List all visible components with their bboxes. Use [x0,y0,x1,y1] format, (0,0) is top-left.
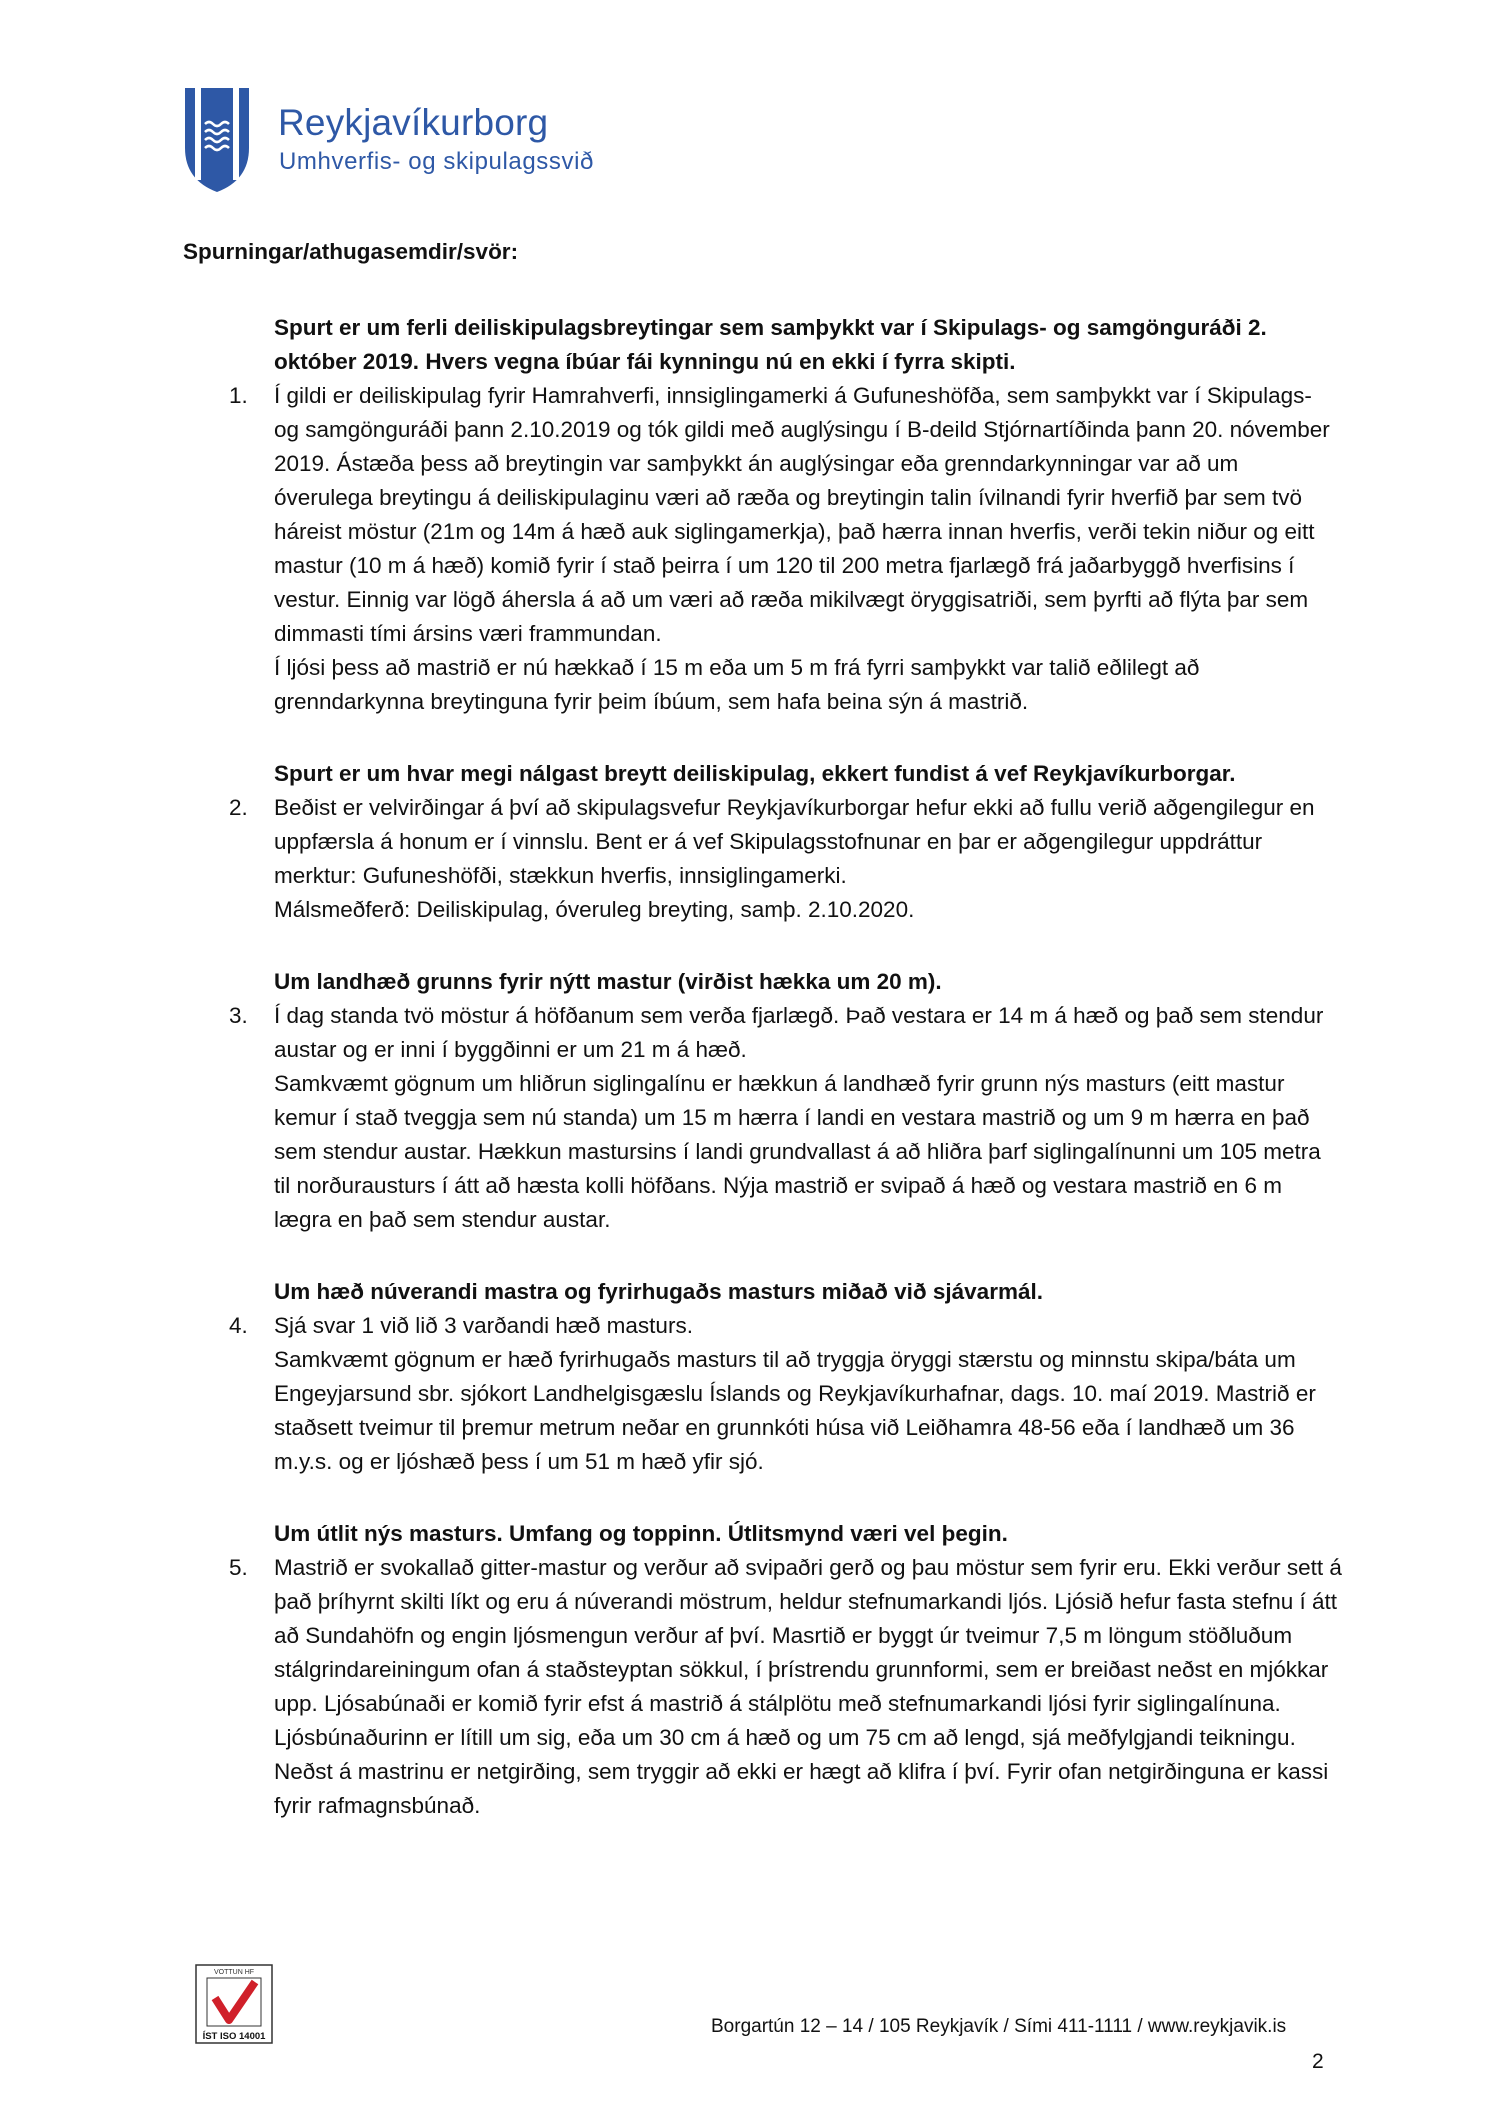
item-number: 5. [229,1555,248,1580]
item-question: Um útlit nýs masturs. Umfang og toppinn. Útlitsmynd væri vel þegin. [274,1521,1008,1546]
item-answer: Beðist er velvirðingar á því að skipulagsvefur Reykjavíkurborgar hefur ekki að fullu verið aðgengilegur en uppfærsla á honum er í vinnslu. Bent er á vef Skipulagsstofnunar en þar er aðgengilegur uppdráttur merktur: Gufuneshöfði, stækkun hverfis, innsiglingamerki. Málsmeðferð: Deiliskipulag, óveruleg breyting, samþ. 2.10.2020. [274,795,1315,922]
item-number: 4. [229,1313,248,1338]
item-question: Um landhæð grunns fyrir nýtt mastur (virðist hækka um 20 m). [274,969,942,994]
item-question: Spurt er um hvar megi nálgast breytt deiliskipulag, ekkert fundist á vef Reykjavíkurborgar. [274,761,1236,786]
item-answer: Í gildi er deiliskipulag fyrir Hamrahverfi, innsiglingamerki á Gufuneshöfða, sem samþykkt var í Skipulags- og samgönguráði þann 2.10.2019 og tók gildi með auglýsingu í B-deild Stjórnartíðinda þann 20. nóvember 2019. Ástæða þess að breytingin var samþykkt án auglýsingar eða grenndarkynningar var að um óverulega breytingu á deiliskipulaginu væri að ræða og breytingin talin ívilnandi fyrir hverfið þar sem tvö háreist möstur (21m og 14m á hæð auk siglingamerkja), það hærra innan hverfis, verði tekin niður og eitt mastur (10 m á hæð) komið fyrir í stað þeirra í um 120 til 200 metra fjarlægð frá jaðarbyggð hverfisins í vestur. Einnig var lögð áhersla á að um væri að ræða mikilvægt öryggisatriði, sem þyrfti að flýta þar sem dimmasti tími ársins væri frammundan. Í ljósi þess að mastrið er nú hækkað í 15 m eða um 5 m frá fyrri samþykkt var talið eðlilegt að grenndarkynna breytinguna fyrir þeim íbúum, sem hafa beina sýn á mastrið. [274,383,1330,714]
item-question: Um hæð núverandi mastra og fyrirhugaðs masturs miðað við sjávarmál. [274,1279,1043,1304]
reykjavik-crest-icon [183,86,251,194]
list-item [183,1275,1343,1479]
list-item [183,757,1343,927]
item-answer: Í dag standa tvö möstur á höfðanum sem verða fjarlægð. Það vestara er 14 m á hæð og það sem stendur austar og er inni í byggðinni er um 21 m á hæð. Samkvæmt gögnum um hliðrun siglingalínu er hækkun á landhæð fyrir grunn nýs masturs (eitt mastur kemur í stað tveggja sem nú standa) um 15 m hærra í landi en vestara mastrið og um 9 m hærra en það sem stendur austar. Hækkun mastursins í landi grundvallast á að hliðra þarf siglingalínunni um 105 metra til norðurausturs í átt að hæsta kolli höfðans. Nýja mastrið er svipað á hæð og vestara mastrið en 6 m lægra en það sem stendur austar. [274,1003,1324,1232]
section-heading: Spurningar/athugasemdir/svör: [183,239,519,264]
cert-top-text: VOTTUN HF [213,1969,255,1976]
page-number: 2 [1312,2050,1324,2073]
item-number: 1. [229,383,248,408]
list-item [183,965,1343,1237]
item-answer: Sjá svar 1 við lið 3 varðandi hæð masturs. Samkvæmt gögnum er hæð fyrirhugaðs masturs til að tryggja öryggi stærstu og minnstu skipa/báta um Engeyjarsund sbr. sjókort Landhelgisgæslu Íslands og Reykjavíkurhafnar, dags. 10. maí 2019. Mastrið er staðsett tveimur til þremur metrum neðar en grunnkóti húsa við Leiðhamra 48-56 eða í landhæð um 36 m.y.s. og er ljóshæð þess í um 51 m hæð yfir sjó. [274,1313,1316,1474]
document-body [183,235,1343,1823]
org-name: Reykjavíkurborg [278,102,549,143]
list-item [183,1517,1343,1823]
department-name: Umhverfis- og skipulagssvið [279,148,594,175]
footer-address: Borgartún 12 – 14 / 105 Reykjavík / Sími 411-1111 / www.reykjavik.is [711,2016,1287,2037]
iso-certification-icon [195,1964,273,2044]
org-logo [183,86,653,196]
item-question: Spurt er um ferli deiliskipulagsbreytingar sem samþykkt var í Skipulags- og samgönguráði 2. október 2019. Hvers vegna íbúar fái kynningu nú en ekki í fyrra skipti. [274,315,1267,374]
list-item [183,311,1343,719]
item-number: 3. [229,1003,248,1028]
item-answer: Mastrið er svokallað gitter-mastur og verður að svipaðri gerð og þau möstur sem fyrir eru. Ekki verður sett á það þríhyrnt skilti líkt og eru á núverandi möstrum, heldur stefnumarkandi ljós. Ljósið hefur fasta stefnu í átt að Sundahöfn og engin ljósmengun verður af því. Masrtið er byggt úr tveimur 7,5 m löngum stöðluðum stálgrindareiningum ofan á staðsteyptan sökkul, í þrístrendu grunnformi, sem er breiðast neðst en mjókkar upp. Ljósabúnaði er komið fyrir efst á mastrið á stálplötu með stefnumarkandi ljósi fyrir siglingalínuna. Ljósbúnaðurinn er lítill um sig, eða um 30 cm á hæð og um 75 cm að lengd, sjá meðfylgjandi teikningu. Neðst á mastrinu er netgirðing, sem tryggir að ekki er hægt að klifra í því. Fyrir ofan netgirðinguna er kassi fyrir rafmagnsbúnað. [274,1555,1342,1818]
item-number: 2. [229,795,248,820]
cert-bottom-text: ÍST ISO 14001 [202,2031,266,2042]
